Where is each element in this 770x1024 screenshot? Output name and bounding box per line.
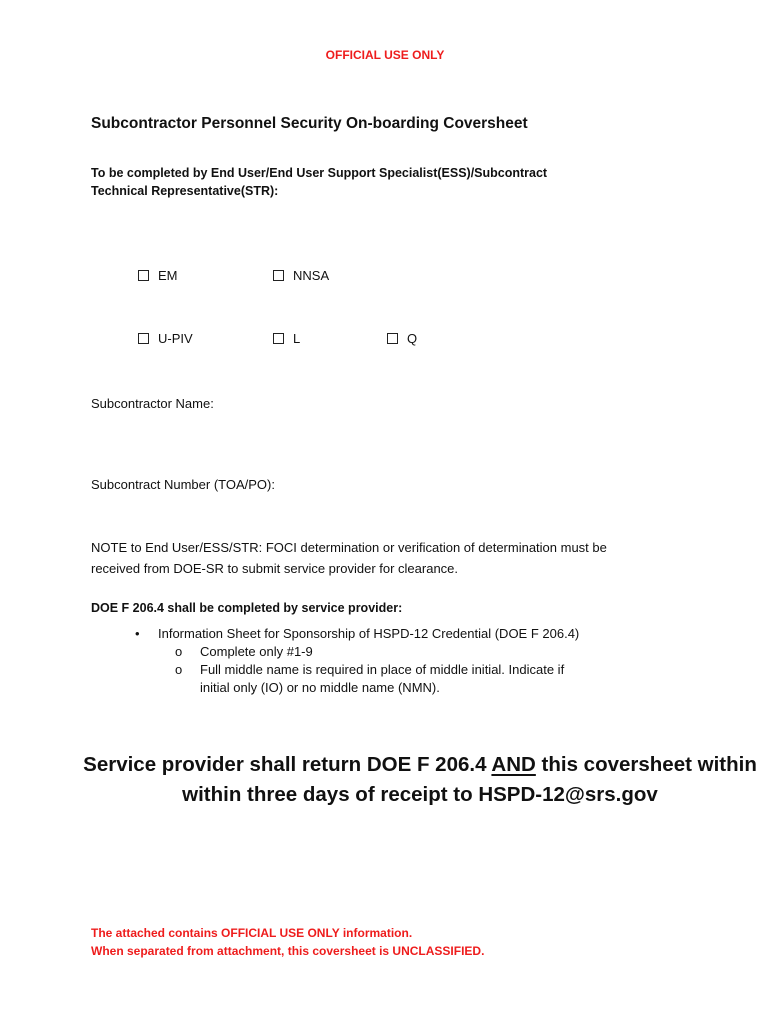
checkbox-icon[interactable] [273,333,284,344]
sub-item-text: initial only (IO) or no middle name (NMN). [200,680,440,695]
sub-item-text: Complete only #1-9 [200,644,313,659]
note-line-1: NOTE to End User/ESS/STR: FOCI determination or verification of determination must be [91,540,607,555]
bullet-icon: • [135,626,140,641]
checkbox-nnsa[interactable] [273,268,329,283]
requirements-list [135,625,579,697]
instructions-line-2: Technical Representative(STR): [91,184,279,198]
checkbox-icon[interactable] [138,270,149,281]
list-item [135,625,579,643]
checkbox-upiv[interactable] [138,331,193,346]
return-notice-line-2: within three days of receipt to HSPD-12@srs.gov [182,783,658,806]
checkbox-em[interactable] [138,268,178,283]
sub-item-text: Full middle name is required in place of middle initial. Indicate if [200,662,565,677]
footer-line-1: The attached contains OFFICIAL USE ONLY information. [91,926,413,940]
return-notice-line-1: Service provider shall return DOE F 206.4 AND this coversheet within [83,753,757,776]
subcontractor-name-label: Subcontractor Name: [91,396,214,411]
subcontract-number-label: Subcontract Number (TOA/PO): [91,477,275,492]
footer-marking [91,924,484,960]
checkbox-icon[interactable] [138,333,149,344]
checkbox-l[interactable] [273,331,300,346]
doe-form-heading: DOE F 206.4 shall be completed by service provider: [91,601,403,615]
checkbox-em-label: EM [158,268,178,283]
emphasis-and: AND [491,753,536,776]
return-notice [0,750,770,810]
foci-note [91,537,607,579]
checkbox-q-label: Q [407,331,418,346]
footer-line-2: When separated from attachment, this coversheet is UNCLASSIFIED. [91,944,485,958]
checkbox-nnsa-label: NNSA [293,268,330,283]
list-item-text: Information Sheet for Sponsorship of HSPD-12 Credential (DOE F 206.4) [158,626,580,641]
sub-list-item-continuation [175,679,579,697]
checkbox-icon[interactable] [387,333,398,344]
checkbox-q[interactable] [387,331,417,346]
instructions-line-1: To be completed by End User/End User Support Specialist(ESS)/Subcontract [91,166,548,180]
checkbox-upiv-label: U-PIV [158,331,193,346]
note-line-2: received from DOE-SR to submit service provider for clearance. [91,561,459,576]
instructions [91,164,547,200]
sub-bullet-icon: o [175,662,183,677]
sub-list-item [175,643,579,661]
page-title: Subcontractor Personnel Security On-boarding Coversheet [91,115,528,132]
checkbox-l-label: L [293,331,301,346]
header-marking: OFFICIAL USE ONLY [325,48,445,62]
checkbox-icon[interactable] [273,270,284,281]
sub-list-item [175,661,579,679]
email-link[interactable]: HSPD-12@srs.gov [478,783,658,806]
sub-bullet-icon: o [175,644,183,659]
